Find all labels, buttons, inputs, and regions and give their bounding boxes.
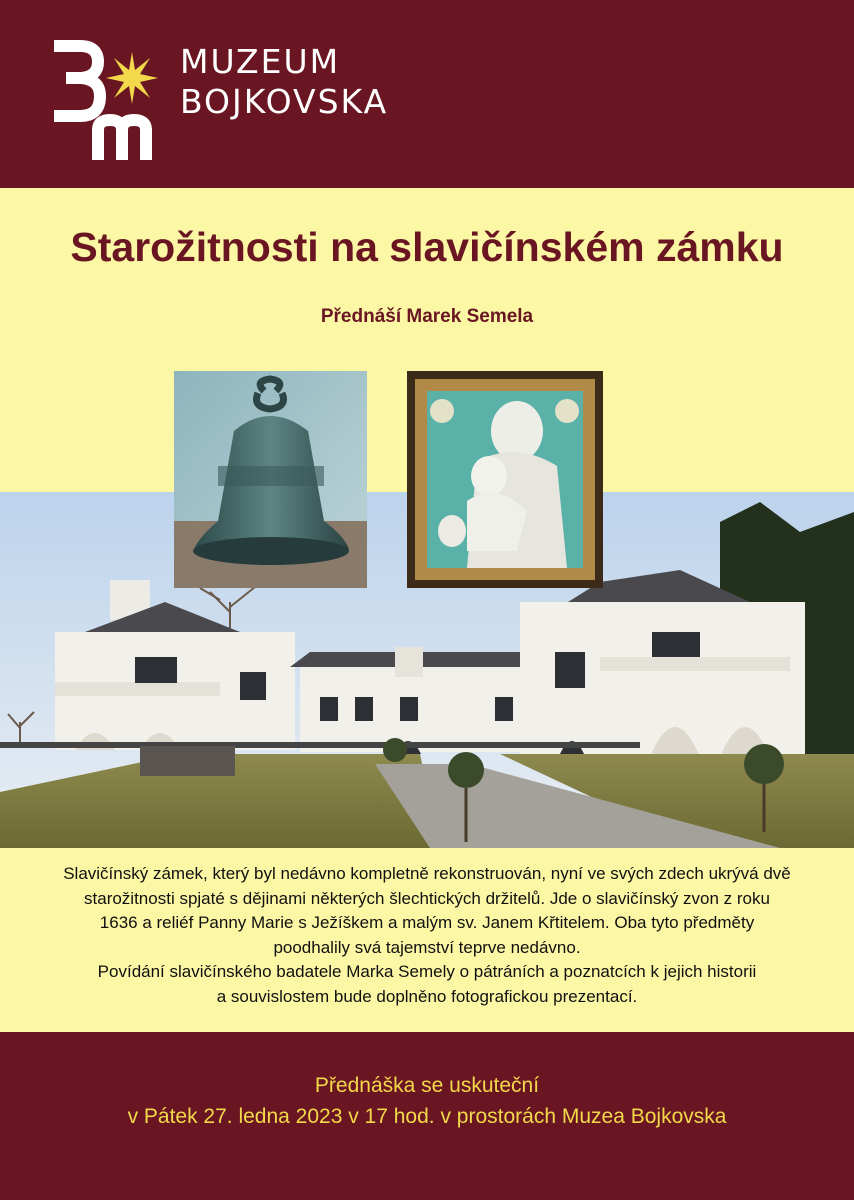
description-line: poodhalily svá tajemství teprve nedávno. xyxy=(273,937,581,957)
event-lecturer: Přednáší Marek Semela xyxy=(320,306,534,327)
description-line: Slavičínský zámek, který byl nedávno kompletně rekonstruován, nyní ve svých zdech ukrývá dvě xyxy=(63,864,791,883)
event-date-line1: Přednáška se uskuteční xyxy=(314,1074,540,1097)
museum-name-line2: BOJKOVSKA xyxy=(180,82,389,121)
event-title: Starožitnosti na slavičínském zámku xyxy=(70,224,784,270)
museum-name xyxy=(180,42,388,122)
description-line: 1636 a reliéf Panny Marie s Ježíškem a malým sv. Janem Křtitelem. Oba tyto předměty xyxy=(99,913,755,932)
description-line: a souvislostem bude doplněno fotografickou prezentací. xyxy=(216,986,638,1006)
description-line: Povídání slavičínského badatele Marka Semely o pátráních a poznatcích k jejich historii xyxy=(97,962,757,981)
header-banner xyxy=(0,0,854,188)
event-date-line2: v Pátek 27. ledna 2023 v 17 hod. v prostorách Muzea Bojkovska xyxy=(127,1105,727,1128)
event-description xyxy=(0,862,854,1009)
footer-banner xyxy=(0,1032,854,1200)
relief-photo xyxy=(407,371,603,588)
museum-logo-icon xyxy=(40,34,170,164)
museum-name-line1: MUZEUM xyxy=(180,42,341,81)
description-line: starožitnosti spjaté s dějinami některých šlechtických držitelů. Jde o slavičínský zvon z roku xyxy=(84,888,770,908)
event-date-info xyxy=(0,1070,854,1132)
bell-photo xyxy=(174,371,367,588)
